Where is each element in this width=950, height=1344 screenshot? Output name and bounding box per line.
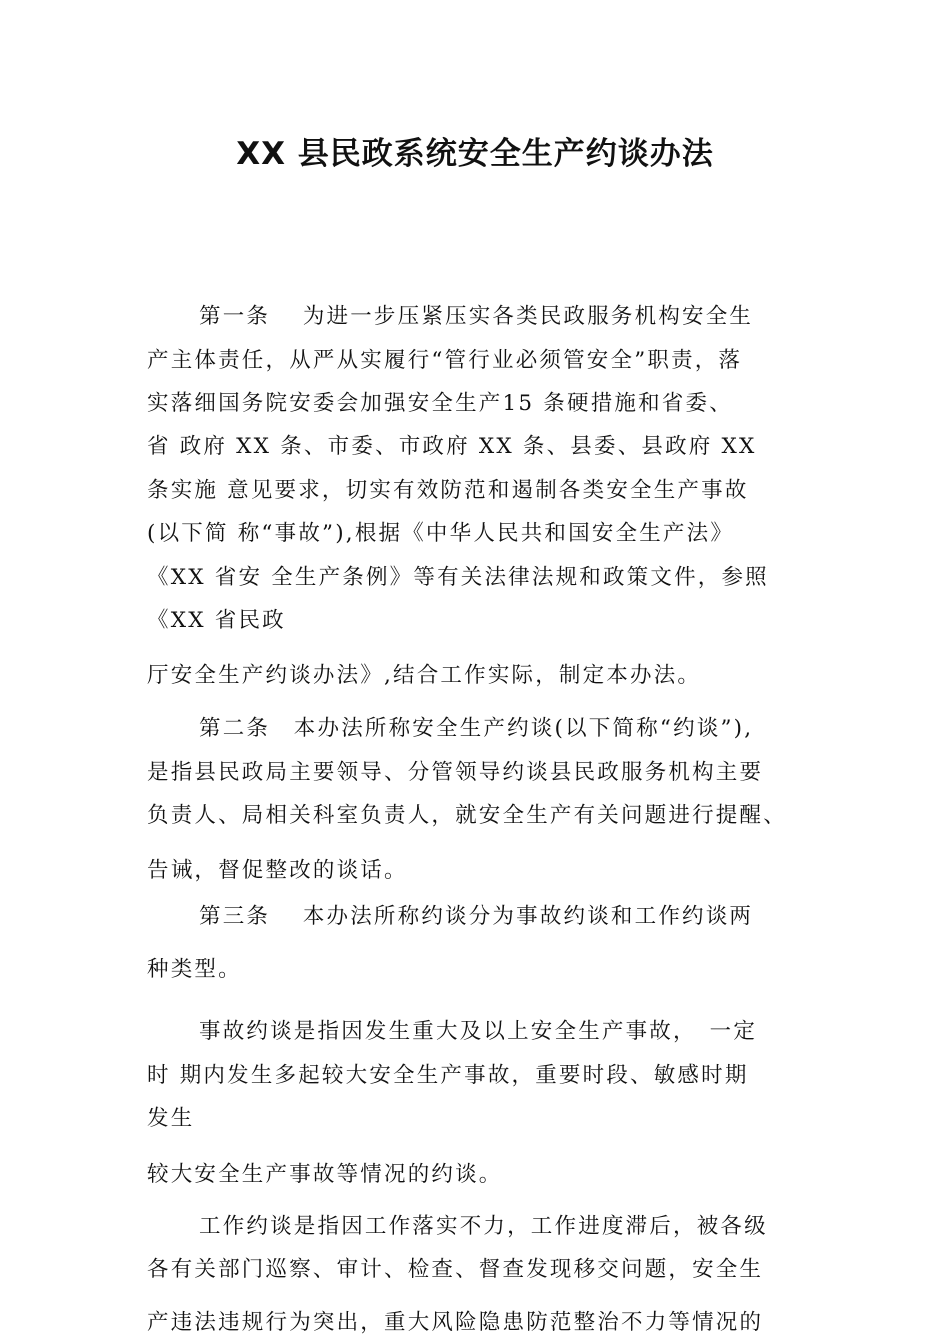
text-line: (以下简 称“事故”),根据《中华人民共和国安全生产法》 [147, 521, 735, 546]
text-line: 条实施 意见要求，切实有效防范和遏制各类安全生产事故 [147, 478, 749, 503]
text-line: 第二条 本办法所称安全生产约谈(以下简称“约谈”), [199, 716, 754, 741]
text-line: 工作约谈是指因工作落实不力，工作进度滞后，被各级 [199, 1214, 768, 1239]
text-line: 各有关部门巡察、审计、检查、督查发现移交问题，安全生 [147, 1257, 764, 1282]
text-line: 事故约谈是指因发生重大及以上安全生产事故， 一定 [199, 1019, 758, 1044]
text-line: 《XX 省安 全生产条例》等有关法律法规和政策文件，参照 [147, 565, 769, 590]
text-line: 种类型。 [147, 957, 242, 982]
text-line: 第三条 本办法所称约谈分为事故约谈和工作约谈两 [199, 904, 754, 929]
text-line: 时 期内发生多起较大安全生产事故，重要时段、敏感时期 [147, 1063, 749, 1088]
text-line: 厅安全生产约谈办法》,结合工作实际，制定本办法。 [147, 663, 702, 688]
text-line: 较大安全生产事故等情况的约谈。 [147, 1162, 503, 1187]
text-line: 告诫，督促整改的谈话。 [147, 858, 408, 883]
text-line: 发生 [147, 1106, 195, 1131]
text-line: 第一条 为进一步压紧压实各类民政服务机构安全生 [199, 304, 754, 329]
text-line: 产违法违规行为突出，重大风险隐患防范整治不力等情况的 [147, 1310, 764, 1335]
document-title: XX 县民政系统安全生产约谈办法 [236, 136, 714, 172]
text-line: 是指县民政局主要领导、分管领导约谈县民政服务机构主要 [147, 760, 764, 785]
text-line: 省 政府 XX 条、市委、市政府 XX 条、县委、县政府 XX [147, 434, 757, 459]
text-line: 《XX 省民政 [147, 608, 286, 633]
text-line: 产主体责任，从严从实履行“管行业必须管安全”职责，落 [147, 348, 743, 373]
text-line: 负责人、局相关科室负责人，就安全生产有关问题进行提醒、 [147, 803, 787, 828]
text-line: 实落细国务院安委会加强安全生产15 条硬措施和省委、 [147, 391, 733, 416]
